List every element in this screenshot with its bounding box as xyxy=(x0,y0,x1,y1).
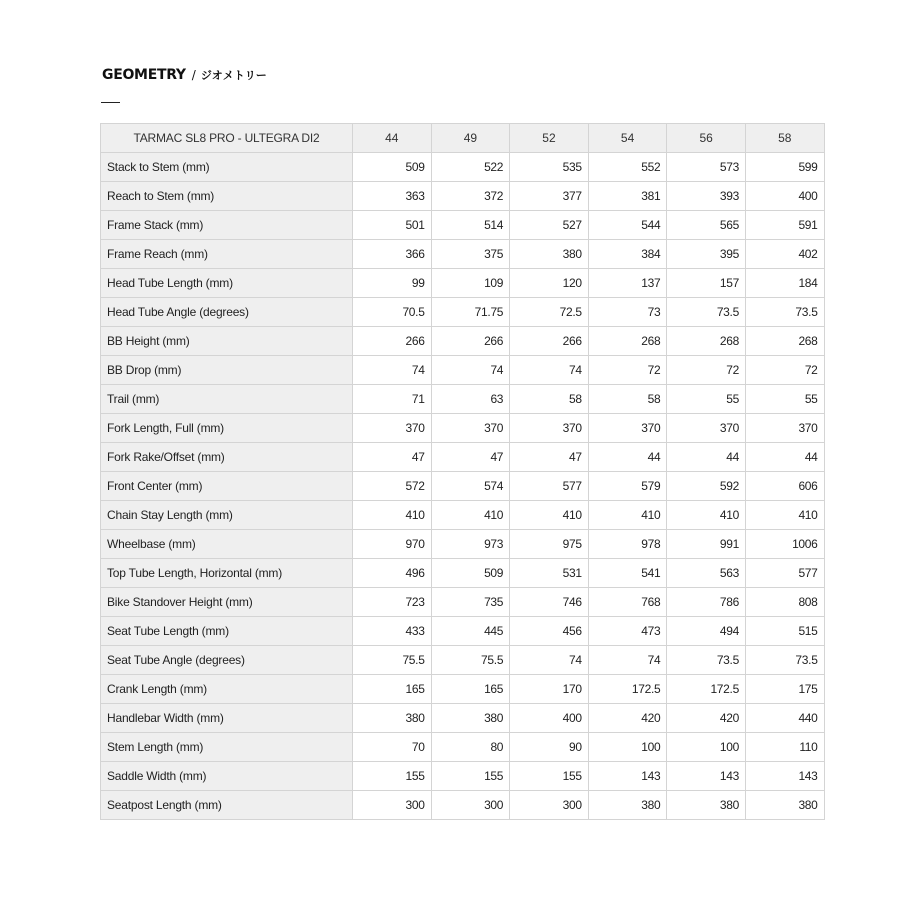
table-cell: 155 xyxy=(431,762,510,791)
table-cell: 544 xyxy=(588,211,667,240)
table-cell: 380 xyxy=(431,704,510,733)
table-cell: 372 xyxy=(431,182,510,211)
table-cell: 509 xyxy=(353,153,432,182)
table-row xyxy=(101,501,825,530)
table-row xyxy=(101,356,825,385)
table-cell: 300 xyxy=(431,791,510,820)
table-row xyxy=(101,646,825,675)
row-label: Chain Stay Length (mm) xyxy=(101,501,353,530)
table-body xyxy=(101,153,825,820)
table-cell: 266 xyxy=(510,327,589,356)
table-cell: 370 xyxy=(745,414,824,443)
table-cell: 808 xyxy=(745,588,824,617)
table-row xyxy=(101,327,825,356)
table-row xyxy=(101,182,825,211)
table-cell: 75.5 xyxy=(353,646,432,675)
table-cell: 165 xyxy=(431,675,510,704)
table-cell: 380 xyxy=(745,791,824,820)
table-cell: 47 xyxy=(431,443,510,472)
table-cell: 143 xyxy=(667,762,746,791)
table-cell: 565 xyxy=(667,211,746,240)
table-cell: 74 xyxy=(510,646,589,675)
table-cell: 184 xyxy=(745,269,824,298)
table-row xyxy=(101,472,825,501)
table-cell: 157 xyxy=(667,269,746,298)
row-label: Fork Length, Full (mm) xyxy=(101,414,353,443)
table-cell: 73 xyxy=(588,298,667,327)
table-cell: 380 xyxy=(667,791,746,820)
size-header: 56 xyxy=(667,124,746,153)
table-cell: 380 xyxy=(510,240,589,269)
heading-underline xyxy=(101,102,120,103)
table-cell: 70 xyxy=(353,733,432,762)
table-cell: 58 xyxy=(510,385,589,414)
table-cell: 143 xyxy=(745,762,824,791)
row-label: Bike Standover Height (mm) xyxy=(101,588,353,617)
table-cell: 266 xyxy=(353,327,432,356)
table-cell: 74 xyxy=(353,356,432,385)
heading-title-ja: ジオメトリー xyxy=(200,69,267,82)
table-cell: 71 xyxy=(353,385,432,414)
table-cell: 1006 xyxy=(745,530,824,559)
table-cell: 746 xyxy=(510,588,589,617)
table-cell: 402 xyxy=(745,240,824,269)
row-label: Frame Reach (mm) xyxy=(101,240,353,269)
table-cell: 268 xyxy=(745,327,824,356)
table-cell: 100 xyxy=(667,733,746,762)
table-cell: 381 xyxy=(588,182,667,211)
table-cell: 563 xyxy=(667,559,746,588)
table-cell: 55 xyxy=(667,385,746,414)
table-cell: 410 xyxy=(745,501,824,530)
row-label: Head Tube Angle (degrees) xyxy=(101,298,353,327)
table-cell: 978 xyxy=(588,530,667,559)
table-cell: 393 xyxy=(667,182,746,211)
heading-title-en: GEOMETRY xyxy=(102,67,186,83)
table-cell: 120 xyxy=(510,269,589,298)
table-cell: 70.5 xyxy=(353,298,432,327)
table-cell: 380 xyxy=(588,791,667,820)
table-cell: 74 xyxy=(431,356,510,385)
table-cell: 72 xyxy=(667,356,746,385)
table-cell: 72 xyxy=(588,356,667,385)
table-row xyxy=(101,414,825,443)
table-cell: 592 xyxy=(667,472,746,501)
table-cell: 90 xyxy=(510,733,589,762)
row-label: Seat Tube Length (mm) xyxy=(101,617,353,646)
table-cell: 363 xyxy=(353,182,432,211)
table-cell: 74 xyxy=(510,356,589,385)
table-cell: 400 xyxy=(510,704,589,733)
heading-separator: / xyxy=(191,68,196,82)
row-label: Front Center (mm) xyxy=(101,472,353,501)
table-cell: 172.5 xyxy=(667,675,746,704)
table-cell: 58 xyxy=(588,385,667,414)
table-cell: 175 xyxy=(745,675,824,704)
table-cell: 991 xyxy=(667,530,746,559)
row-label: Crank Length (mm) xyxy=(101,675,353,704)
table-cell: 55 xyxy=(745,385,824,414)
row-label: Frame Stack (mm) xyxy=(101,211,353,240)
table-cell: 606 xyxy=(745,472,824,501)
table-cell: 165 xyxy=(353,675,432,704)
table-cell: 410 xyxy=(510,501,589,530)
table-cell: 63 xyxy=(431,385,510,414)
table-row xyxy=(101,269,825,298)
table-cell: 366 xyxy=(353,240,432,269)
row-label: Saddle Width (mm) xyxy=(101,762,353,791)
table-row xyxy=(101,762,825,791)
table-cell: 73.5 xyxy=(745,646,824,675)
table-cell: 268 xyxy=(588,327,667,356)
table-cell: 501 xyxy=(353,211,432,240)
size-header: 58 xyxy=(745,124,824,153)
row-label: Trail (mm) xyxy=(101,385,353,414)
table-cell: 73.5 xyxy=(745,298,824,327)
table-cell: 73.5 xyxy=(667,298,746,327)
table-cell: 109 xyxy=(431,269,510,298)
table-row xyxy=(101,675,825,704)
table-cell: 572 xyxy=(353,472,432,501)
table-cell: 410 xyxy=(588,501,667,530)
row-label: Seat Tube Angle (degrees) xyxy=(101,646,353,675)
table-cell: 71.75 xyxy=(431,298,510,327)
table-row xyxy=(101,704,825,733)
table-cell: 380 xyxy=(353,704,432,733)
table-cell: 410 xyxy=(431,501,510,530)
table-row xyxy=(101,153,825,182)
table-cell: 44 xyxy=(667,443,746,472)
table-cell: 155 xyxy=(353,762,432,791)
row-label: Reach to Stem (mm) xyxy=(101,182,353,211)
table-cell: 599 xyxy=(745,153,824,182)
table-cell: 514 xyxy=(431,211,510,240)
table-cell: 509 xyxy=(431,559,510,588)
table-cell: 723 xyxy=(353,588,432,617)
table-cell: 975 xyxy=(510,530,589,559)
table-cell: 44 xyxy=(588,443,667,472)
section-heading xyxy=(102,64,267,86)
table-row xyxy=(101,530,825,559)
table-cell: 400 xyxy=(745,182,824,211)
table-cell: 420 xyxy=(667,704,746,733)
table-cell: 100 xyxy=(588,733,667,762)
table-cell: 735 xyxy=(431,588,510,617)
table-row xyxy=(101,385,825,414)
table-cell: 420 xyxy=(588,704,667,733)
table-cell: 395 xyxy=(667,240,746,269)
table-cell: 300 xyxy=(510,791,589,820)
size-header: 49 xyxy=(431,124,510,153)
table-cell: 300 xyxy=(353,791,432,820)
table-cell: 970 xyxy=(353,530,432,559)
table-cell: 143 xyxy=(588,762,667,791)
table-cell: 75.5 xyxy=(431,646,510,675)
table-cell: 375 xyxy=(431,240,510,269)
table-cell: 155 xyxy=(510,762,589,791)
table-cell: 496 xyxy=(353,559,432,588)
table-cell: 80 xyxy=(431,733,510,762)
table-cell: 577 xyxy=(745,559,824,588)
row-label: Top Tube Length, Horizontal (mm) xyxy=(101,559,353,588)
row-label: Stack to Stem (mm) xyxy=(101,153,353,182)
table-cell: 47 xyxy=(510,443,589,472)
table-cell: 541 xyxy=(588,559,667,588)
table-cell: 574 xyxy=(431,472,510,501)
table-row xyxy=(101,240,825,269)
table-cell: 377 xyxy=(510,182,589,211)
table-row xyxy=(101,443,825,472)
table-cell: 99 xyxy=(353,269,432,298)
table-cell: 370 xyxy=(431,414,510,443)
table-cell: 370 xyxy=(588,414,667,443)
size-header: 44 xyxy=(353,124,432,153)
table-cell: 535 xyxy=(510,153,589,182)
table-cell: 73.5 xyxy=(667,646,746,675)
table-cell: 433 xyxy=(353,617,432,646)
table-cell: 445 xyxy=(431,617,510,646)
model-name-header: TARMAC SL8 PRO - ULTEGRA DI2 xyxy=(101,124,353,153)
table-cell: 172.5 xyxy=(588,675,667,704)
table-row xyxy=(101,588,825,617)
table-cell: 44 xyxy=(745,443,824,472)
row-label: Seatpost Length (mm) xyxy=(101,791,353,820)
size-header: 52 xyxy=(510,124,589,153)
table-cell: 579 xyxy=(588,472,667,501)
table-cell: 494 xyxy=(667,617,746,646)
table-row xyxy=(101,617,825,646)
table-cell: 531 xyxy=(510,559,589,588)
table-cell: 527 xyxy=(510,211,589,240)
row-label: Handlebar Width (mm) xyxy=(101,704,353,733)
table-header-row xyxy=(101,124,825,153)
table-cell: 266 xyxy=(431,327,510,356)
table-cell: 268 xyxy=(667,327,746,356)
table-cell: 973 xyxy=(431,530,510,559)
table-cell: 370 xyxy=(353,414,432,443)
table-cell: 47 xyxy=(353,443,432,472)
table-cell: 591 xyxy=(745,211,824,240)
row-label: BB Drop (mm) xyxy=(101,356,353,385)
table-cell: 440 xyxy=(745,704,824,733)
table-cell: 410 xyxy=(353,501,432,530)
table-cell: 573 xyxy=(667,153,746,182)
row-label: Head Tube Length (mm) xyxy=(101,269,353,298)
table-row xyxy=(101,791,825,820)
row-label: Fork Rake/Offset (mm) xyxy=(101,443,353,472)
table-cell: 110 xyxy=(745,733,824,762)
row-label: Stem Length (mm) xyxy=(101,733,353,762)
table-cell: 72 xyxy=(745,356,824,385)
table-cell: 768 xyxy=(588,588,667,617)
table-cell: 74 xyxy=(588,646,667,675)
row-label: Wheelbase (mm) xyxy=(101,530,353,559)
table-cell: 410 xyxy=(667,501,746,530)
row-label: BB Height (mm) xyxy=(101,327,353,356)
table-row xyxy=(101,733,825,762)
table-cell: 137 xyxy=(588,269,667,298)
table-cell: 515 xyxy=(745,617,824,646)
table-cell: 473 xyxy=(588,617,667,646)
table-cell: 370 xyxy=(667,414,746,443)
size-header: 54 xyxy=(588,124,667,153)
table-cell: 384 xyxy=(588,240,667,269)
table-cell: 552 xyxy=(588,153,667,182)
table-cell: 577 xyxy=(510,472,589,501)
table-cell: 786 xyxy=(667,588,746,617)
table-cell: 370 xyxy=(510,414,589,443)
table-cell: 456 xyxy=(510,617,589,646)
table-row xyxy=(101,298,825,327)
table-cell: 522 xyxy=(431,153,510,182)
table-row xyxy=(101,211,825,240)
table-row xyxy=(101,559,825,588)
geometry-table xyxy=(100,123,825,820)
table-cell: 170 xyxy=(510,675,589,704)
table-cell: 72.5 xyxy=(510,298,589,327)
